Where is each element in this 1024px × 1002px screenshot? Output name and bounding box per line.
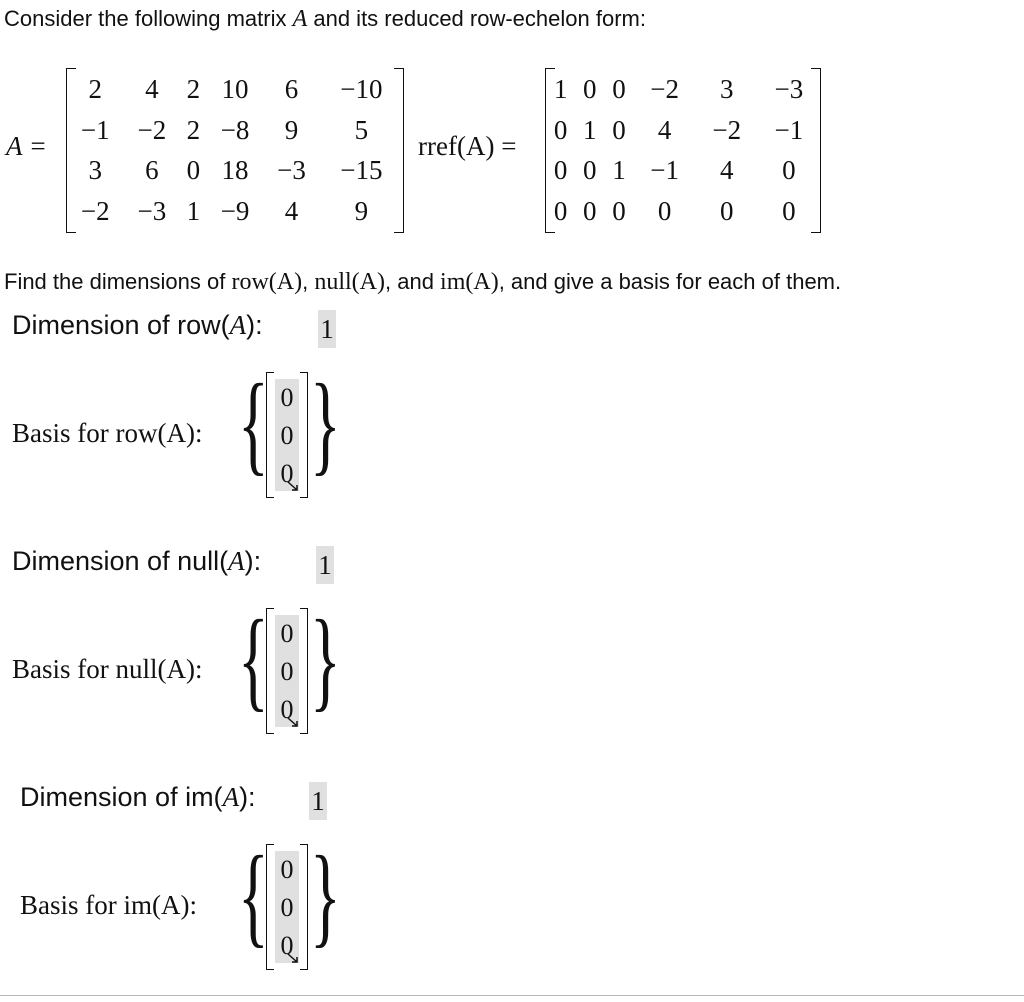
matrix-a-cell: 0 xyxy=(186,155,201,186)
resize-handle-icon[interactable] xyxy=(287,717,299,727)
rref-row xyxy=(546,191,820,232)
matrix-a-cell: 4 xyxy=(284,196,299,227)
matrix-a-cell: −2 xyxy=(80,196,110,227)
matrix-a-cell: 3 xyxy=(88,155,103,186)
matrix-a-cell: 10 xyxy=(221,73,249,104)
intro-text-after: and its reduced row-echelon form: xyxy=(307,6,646,31)
dim-im-label: Dimension of im(A): xyxy=(20,782,256,812)
matrix-a-row xyxy=(67,110,403,151)
rref-row xyxy=(546,151,820,192)
matrix-a-cell: 9 xyxy=(354,196,369,227)
left-brace-icon: { xyxy=(238,361,269,486)
basis-null-label: Basis for null(A): xyxy=(12,654,203,684)
dim-null-input[interactable]: 1 xyxy=(316,546,334,584)
rref-cell: 0 xyxy=(553,155,568,186)
dim-null-label: Dimension of null(A): xyxy=(12,546,262,576)
left-brace-icon: { xyxy=(238,597,269,722)
intro-text xyxy=(4,6,646,33)
matrix-a-cell: 9 xyxy=(284,114,299,145)
rref-cell: 0 xyxy=(583,73,597,104)
basis-im-entry-3[interactable]: 0 xyxy=(280,931,294,960)
matrix-a xyxy=(66,68,404,233)
rref-cell: 3 xyxy=(720,73,734,104)
instruction-part: , and xyxy=(385,269,441,294)
dim-row-label: Dimension of row(A): xyxy=(12,310,263,340)
right-brace-icon: } xyxy=(310,361,341,486)
matrix-a-cell: −2 xyxy=(137,114,167,145)
bottom-divider xyxy=(0,995,1024,996)
rref-cell: −2 xyxy=(712,114,742,145)
matrix-a-cell: 5 xyxy=(354,114,369,145)
rref-label: rref(A) = xyxy=(418,131,517,161)
matrix-a-cell: 18 xyxy=(221,155,249,186)
instruction-math-row: row(A) xyxy=(231,269,303,295)
matrix-a-label: A = xyxy=(6,131,47,161)
basis-im-vector[interactable] xyxy=(266,844,308,970)
rref-row xyxy=(546,69,820,110)
basis-row-entry-1[interactable]: 0 xyxy=(280,383,294,412)
intro-matrix-var: A xyxy=(292,6,308,32)
matrix-a-cell: 6 xyxy=(145,155,159,186)
basis-im-entry-2[interactable]: 0 xyxy=(280,893,294,922)
rref-cell: 0 xyxy=(612,114,626,145)
rref-cell: 0 xyxy=(583,155,597,186)
instruction-math-im: im(A) xyxy=(440,269,499,295)
instruction-math-null: null(A) xyxy=(314,269,385,295)
rref-cell: −1 xyxy=(650,155,679,186)
matrix-a-cell: −1 xyxy=(80,114,110,145)
rref-cell: 1 xyxy=(583,114,597,145)
instruction-part: , and give a basis for each of them. xyxy=(498,269,842,294)
matrix-a-cell: −3 xyxy=(137,196,167,227)
dim-im-input[interactable]: 1 xyxy=(309,782,327,820)
rref-cell: 1 xyxy=(553,73,568,104)
basis-row-vector[interactable] xyxy=(266,372,308,498)
right-brace-icon: } xyxy=(310,833,341,958)
rref-cell: 0 xyxy=(720,196,734,227)
matrix-a-cell: −3 xyxy=(277,155,306,186)
rref-cell: 0 xyxy=(782,155,796,186)
rref-cell: −2 xyxy=(650,73,679,104)
basis-null-entry-2[interactable]: 0 xyxy=(280,657,294,686)
matrix-a-cell: 2 xyxy=(186,73,201,104)
rref-row xyxy=(546,110,820,151)
matrix-a-cell: 2 xyxy=(186,114,201,145)
matrix-a-row xyxy=(67,151,403,192)
resize-handle-icon[interactable] xyxy=(287,481,299,491)
rref-cell: 0 xyxy=(657,196,672,227)
matrix-a-cell: 4 xyxy=(145,73,159,104)
rref-cell: 0 xyxy=(553,196,568,227)
matrix-a-row xyxy=(67,69,403,110)
matrix-a-cell: 6 xyxy=(284,73,299,104)
basis-row-entry-2[interactable]: 0 xyxy=(280,421,294,450)
left-brace-icon: { xyxy=(238,833,269,958)
basis-null-vector[interactable] xyxy=(266,608,308,734)
basis-null-input[interactable] xyxy=(275,615,299,727)
intro-text-before: Consider the following matrix xyxy=(4,6,293,31)
basis-null-entry-3[interactable]: 0 xyxy=(280,695,294,724)
basis-im-input[interactable] xyxy=(275,851,299,963)
matrix-a-cell: −15 xyxy=(340,155,383,186)
rref-cell: 0 xyxy=(782,196,796,227)
rref-cell: 0 xyxy=(553,114,568,145)
basis-null-entry-1[interactable]: 0 xyxy=(280,619,294,648)
basis-row-entry-3[interactable]: 0 xyxy=(280,459,294,488)
basis-im-label: Basis for im(A): xyxy=(20,890,197,920)
rref-cell: 0 xyxy=(612,196,626,227)
basis-row-input[interactable] xyxy=(275,379,299,491)
matrix-a-row xyxy=(67,191,403,232)
matrix-a-cell: −9 xyxy=(220,196,250,227)
matrix-a-cell: 1 xyxy=(186,196,201,227)
matrix-a-cell: −10 xyxy=(340,73,383,104)
rref-cell: −3 xyxy=(774,73,804,104)
instruction-part: , xyxy=(302,269,315,294)
basis-row-label: Basis for row(A): xyxy=(12,418,203,448)
basis-im-entry-1[interactable]: 0 xyxy=(280,855,294,884)
rref-cell: −1 xyxy=(774,114,804,145)
right-brace-icon: } xyxy=(310,597,341,722)
matrix-a-cell: 2 xyxy=(88,73,103,104)
rref-cell: 0 xyxy=(583,196,597,227)
rref-cell: 1 xyxy=(612,155,626,186)
instruction-part: Find the dimensions of xyxy=(4,269,232,294)
instruction-text xyxy=(4,269,841,296)
rref-matrix xyxy=(545,68,821,233)
rref-cell: 4 xyxy=(720,155,734,186)
rref-cell: 4 xyxy=(657,114,672,145)
resize-handle-icon[interactable] xyxy=(287,953,299,963)
rref-cell: 0 xyxy=(612,73,626,104)
matrix-a-cell: −8 xyxy=(220,114,250,145)
dim-row-input[interactable]: 1 xyxy=(318,310,336,348)
